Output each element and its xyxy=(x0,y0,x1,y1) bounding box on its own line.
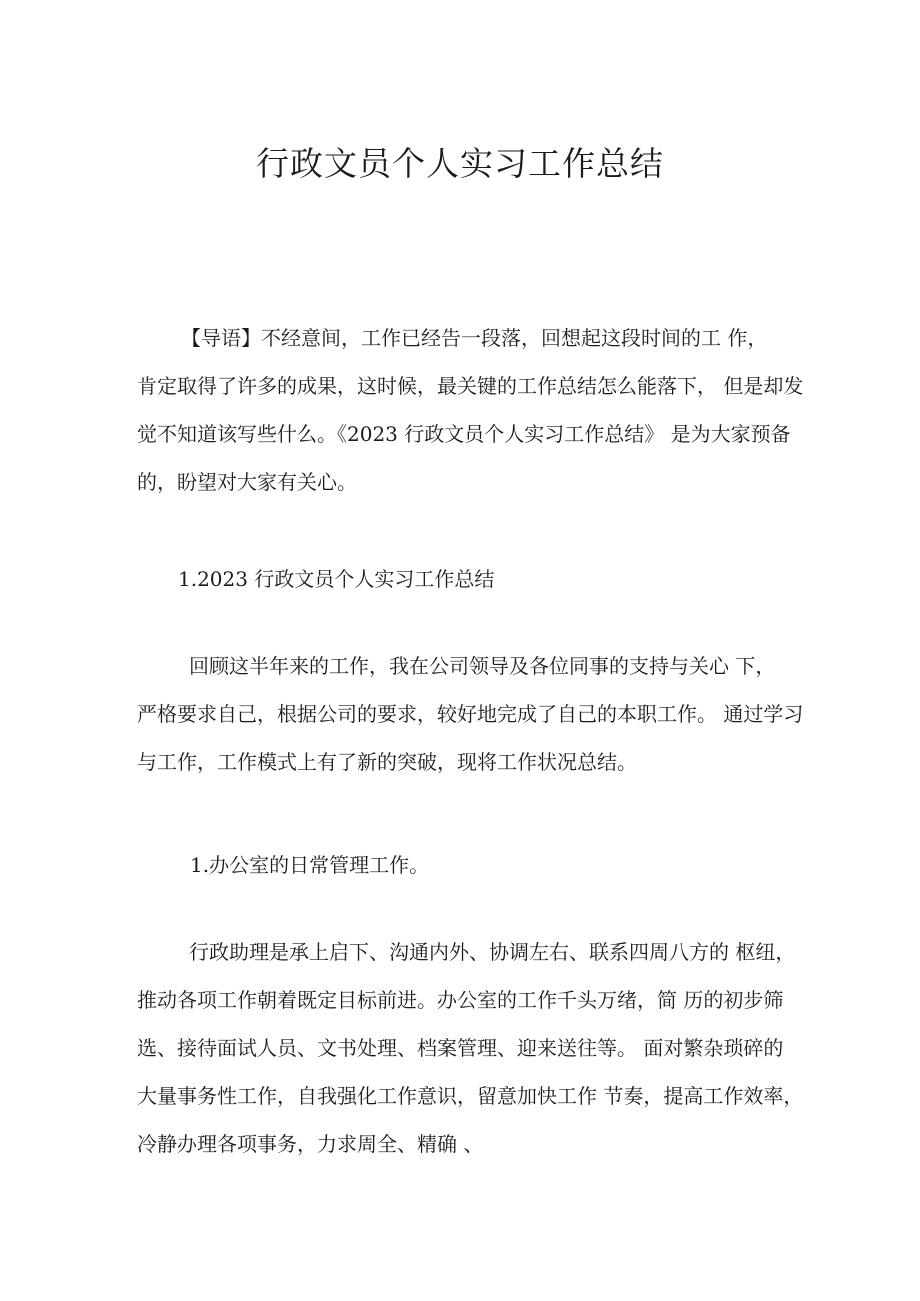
office-line: 行政助理是承上启下、沟通内外、协调左右、联系四周八方的 枢纽， xyxy=(189,940,796,964)
intro-line: 的，盼望对大家有关心。 xyxy=(137,470,357,494)
section-heading: 1.2023 行政文员个人实习工作总结 xyxy=(178,567,495,591)
office-line: 大量事务性工作，自我强化工作意识，留意加快工作 节奏，提高工作效率， xyxy=(137,1084,804,1108)
document-title: 行政文员个人实习工作总结 xyxy=(256,144,664,183)
office-line: 选、接待面试人员、文书处理、档案管理、迎来送往等。 面对繁杂琐碎的 xyxy=(137,1036,784,1060)
office-line: 冷静办理各项事务，力求周全、精确 、 xyxy=(137,1132,484,1156)
review-line: 严格要求自己，根据公司的要求，较好地完成了自己的本职工作。 通过学习 xyxy=(137,702,804,726)
sub-heading: 1.办公室的日常管理工作。 xyxy=(190,853,430,877)
review-line: 与工作，工作模式上有了新的突破，现将工作状况总结。 xyxy=(137,750,637,774)
intro-paragraph xyxy=(137,314,805,506)
office-line: 推动各项工作朝着既定目标前进。办公室的工作千头万绪，简 历的初步筛 xyxy=(137,988,784,1012)
intro-line: 肯定取得了许多的成果，这时候，最关键的工作总结怎么能落下， 但是却发 xyxy=(137,374,804,398)
review-line: 回顾这半年来的工作，我在公司领导及各位同事的支持与关心 下， xyxy=(189,654,776,678)
review-paragraph xyxy=(137,642,805,786)
intro-line: 【导语】不经意间，工作已经告一段落，回想起这段时间的工 作， xyxy=(181,326,768,350)
intro-line: 觉不知道该写些什么。《2023 行政文员个人实习工作总结》 是为大家预备 xyxy=(137,422,791,446)
office-paragraph xyxy=(137,928,805,1168)
